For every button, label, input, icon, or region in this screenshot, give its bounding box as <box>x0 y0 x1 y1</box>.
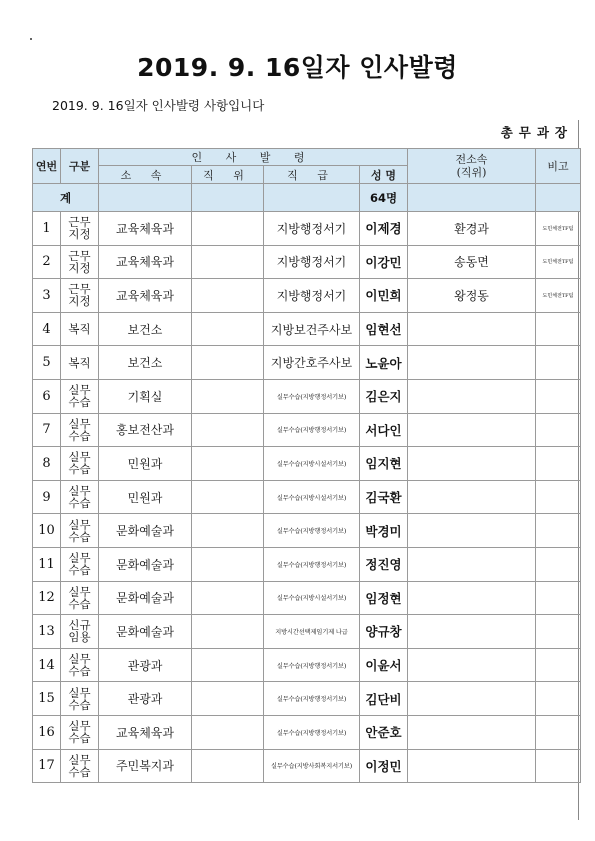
total-empty <box>536 184 581 212</box>
cell-position <box>192 581 264 615</box>
header-previous: 전소속 (직위) <box>408 149 536 184</box>
cell-kind: 실무 수습 <box>61 447 99 481</box>
cell-kind: 실무 수습 <box>61 581 99 615</box>
cell-note <box>536 615 581 649</box>
cell-name: 노윤아 <box>360 346 408 380</box>
cell-kind: 실무 수습 <box>61 514 99 548</box>
cell-note <box>536 682 581 716</box>
table-row <box>33 648 581 682</box>
cell-name: 김국환 <box>360 480 408 514</box>
cell-affiliation: 관광과 <box>99 682 192 716</box>
cell-kind: 실무 수습 <box>61 648 99 682</box>
cell-no: 12 <box>33 581 61 615</box>
cell-affiliation: 민원과 <box>99 480 192 514</box>
cell-previous <box>408 514 536 548</box>
cell-kind: 복직 <box>61 312 99 346</box>
cell-kind: 실무 수습 <box>61 715 99 749</box>
cell-kind: 실무 수습 <box>61 413 99 447</box>
cell-previous <box>408 413 536 447</box>
cell-previous <box>408 346 536 380</box>
cell-kind: 실무 수습 <box>61 379 99 413</box>
cell-kind: 실무 수습 <box>61 749 99 783</box>
cell-affiliation: 교육체육과 <box>99 715 192 749</box>
table-row <box>33 346 581 380</box>
cell-note: 도민체전TF팀 <box>536 279 581 313</box>
cell-note <box>536 447 581 481</box>
table-row <box>33 447 581 481</box>
cell-name: 이강민 <box>360 245 408 279</box>
cell-position <box>192 245 264 279</box>
cell-name: 이민희 <box>360 279 408 313</box>
cell-grade: 실무수습(지방행정서기보) <box>264 715 360 749</box>
cell-grade: 지방보건주사보 <box>264 312 360 346</box>
table-row <box>33 514 581 548</box>
header-name: 성 명 <box>360 166 408 184</box>
cell-affiliation: 문화예술과 <box>99 581 192 615</box>
cell-affiliation: 교육체육과 <box>99 212 192 246</box>
table-row <box>33 581 581 615</box>
cell-no: 2 <box>33 245 61 279</box>
cell-name: 안준호 <box>360 715 408 749</box>
cell-name: 임정현 <box>360 581 408 615</box>
cell-note: 도민체전TF팀 <box>536 212 581 246</box>
cell-name: 이정민 <box>360 749 408 783</box>
table-row <box>33 480 581 514</box>
cell-name: 임현선 <box>360 312 408 346</box>
table-row <box>33 615 581 649</box>
cell-note <box>536 648 581 682</box>
cell-position <box>192 379 264 413</box>
cell-name: 서다인 <box>360 413 408 447</box>
cell-previous <box>408 615 536 649</box>
cell-affiliation: 문화예술과 <box>99 615 192 649</box>
cell-note <box>536 547 581 581</box>
cell-no: 17 <box>33 749 61 783</box>
cell-previous <box>408 312 536 346</box>
department-label: 총무과장 <box>500 125 573 140</box>
cell-note <box>536 581 581 615</box>
cell-grade: 실무수습(지방시설서기보) <box>264 480 360 514</box>
cell-previous: 환경과 <box>408 212 536 246</box>
cell-position <box>192 447 264 481</box>
cell-grade: 실무수습(지방행정서기보) <box>264 547 360 581</box>
cell-affiliation: 교육체육과 <box>99 245 192 279</box>
cell-name: 양규창 <box>360 615 408 649</box>
cell-position <box>192 514 264 548</box>
total-value: 64명 <box>360 184 408 212</box>
cell-position <box>192 648 264 682</box>
cell-affiliation: 보건소 <box>99 346 192 380</box>
cell-position <box>192 715 264 749</box>
cell-name: 김단비 <box>360 682 408 716</box>
cell-previous <box>408 447 536 481</box>
cell-grade: 지방시간선택제임기제 나급 <box>264 615 360 649</box>
cell-previous <box>408 581 536 615</box>
page-subtitle: 2019. 9. 16일자 인사발령 사항입니다 <box>52 98 265 113</box>
cell-note <box>536 480 581 514</box>
cell-kind: 근무 지정 <box>61 212 99 246</box>
total-row <box>33 184 581 212</box>
cell-previous <box>408 648 536 682</box>
cell-no: 4 <box>33 312 61 346</box>
cell-no: 5 <box>33 346 61 380</box>
cell-previous <box>408 480 536 514</box>
cell-grade: 지방행정서기 <box>264 279 360 313</box>
cell-grade: 실무수습(지방사회복지서기보) <box>264 749 360 783</box>
header-no: 연번 <box>33 149 61 184</box>
cell-no: 6 <box>33 379 61 413</box>
cell-grade: 지방행정서기 <box>264 245 360 279</box>
cell-kind: 근무 지정 <box>61 279 99 313</box>
cell-grade: 실무수습(지방행정서기보) <box>264 648 360 682</box>
cell-no: 7 <box>33 413 61 447</box>
table-row <box>33 379 581 413</box>
total-empty <box>408 184 536 212</box>
cell-affiliation: 민원과 <box>99 447 192 481</box>
scan-speck <box>30 38 32 40</box>
cell-name: 임지현 <box>360 447 408 481</box>
header-note: 비고 <box>536 149 581 184</box>
cell-previous <box>408 379 536 413</box>
table-row <box>33 715 581 749</box>
cell-note <box>536 312 581 346</box>
cell-note <box>536 715 581 749</box>
cell-affiliation: 문화예술과 <box>99 547 192 581</box>
cell-previous <box>408 682 536 716</box>
cell-position <box>192 212 264 246</box>
cell-previous: 왕정동 <box>408 279 536 313</box>
total-empty <box>99 184 192 212</box>
cell-position <box>192 279 264 313</box>
cell-previous <box>408 547 536 581</box>
cell-previous <box>408 715 536 749</box>
cell-kind: 복직 <box>61 346 99 380</box>
cell-position <box>192 312 264 346</box>
cell-affiliation: 기획실 <box>99 379 192 413</box>
total-empty <box>192 184 264 212</box>
cell-note: 도민체전TF팀 <box>536 245 581 279</box>
page-title: 2019. 9. 16일자 인사발령 <box>137 53 458 82</box>
cell-grade: 실무수습(지방행정서기보) <box>264 682 360 716</box>
table-row <box>33 312 581 346</box>
header-position: 직 위 <box>192 166 264 184</box>
cell-note <box>536 413 581 447</box>
cell-affiliation: 홍보전산과 <box>99 413 192 447</box>
cell-previous <box>408 749 536 783</box>
cell-position <box>192 615 264 649</box>
cell-kind: 신규 임용 <box>61 615 99 649</box>
table-row <box>33 212 581 246</box>
header-appointment-group: 인 사 발 령 <box>99 149 408 166</box>
cell-position <box>192 346 264 380</box>
cell-no: 13 <box>33 615 61 649</box>
cell-previous: 송동면 <box>408 245 536 279</box>
cell-grade: 실무수습(지방행정서기보) <box>264 413 360 447</box>
cell-note <box>536 749 581 783</box>
cell-note <box>536 346 581 380</box>
cell-note <box>536 514 581 548</box>
cell-note <box>536 379 581 413</box>
cell-grade: 지방간호주사보 <box>264 346 360 380</box>
cell-name: 김은지 <box>360 379 408 413</box>
cell-no: 11 <box>33 547 61 581</box>
cell-position <box>192 480 264 514</box>
total-label: 계 <box>33 184 99 212</box>
table-row <box>33 682 581 716</box>
cell-name: 이윤서 <box>360 648 408 682</box>
cell-no: 10 <box>33 514 61 548</box>
cell-kind: 근무 지정 <box>61 245 99 279</box>
cell-affiliation: 관광과 <box>99 648 192 682</box>
cell-name: 정진영 <box>360 547 408 581</box>
cell-affiliation: 보건소 <box>99 312 192 346</box>
table-row <box>33 749 581 783</box>
cell-affiliation: 교육체육과 <box>99 279 192 313</box>
header-affiliation: 소 속 <box>99 166 192 184</box>
cell-grade: 실무수습(지방행정서기보) <box>264 514 360 548</box>
header-kind: 구분 <box>61 149 99 184</box>
header-grade: 직 급 <box>264 166 360 184</box>
table-row <box>33 279 581 313</box>
cell-grade: 실무수습(지방시설서기보) <box>264 447 360 481</box>
cell-position <box>192 547 264 581</box>
cell-no: 16 <box>33 715 61 749</box>
cell-no: 8 <box>33 447 61 481</box>
cell-no: 1 <box>33 212 61 246</box>
cell-kind: 실무 수습 <box>61 480 99 514</box>
cell-no: 3 <box>33 279 61 313</box>
cell-no: 9 <box>33 480 61 514</box>
cell-position <box>192 413 264 447</box>
cell-affiliation: 주민복지과 <box>99 749 192 783</box>
cell-grade: 지방행정서기 <box>264 212 360 246</box>
cell-name: 이제경 <box>360 212 408 246</box>
cell-grade: 실무수습(지방행정서기보) <box>264 379 360 413</box>
table-row <box>33 547 581 581</box>
table-row <box>33 245 581 279</box>
cell-position <box>192 749 264 783</box>
cell-no: 14 <box>33 648 61 682</box>
cell-kind: 실무 수습 <box>61 547 99 581</box>
table-row <box>33 413 581 447</box>
cell-name: 박경미 <box>360 514 408 548</box>
cell-position <box>192 682 264 716</box>
appointment-table <box>32 148 581 783</box>
cell-grade: 실무수습(지방시설서기보) <box>264 581 360 615</box>
cell-kind: 실무 수습 <box>61 682 99 716</box>
cell-no: 15 <box>33 682 61 716</box>
total-empty <box>264 184 360 212</box>
cell-affiliation: 문화예술과 <box>99 514 192 548</box>
